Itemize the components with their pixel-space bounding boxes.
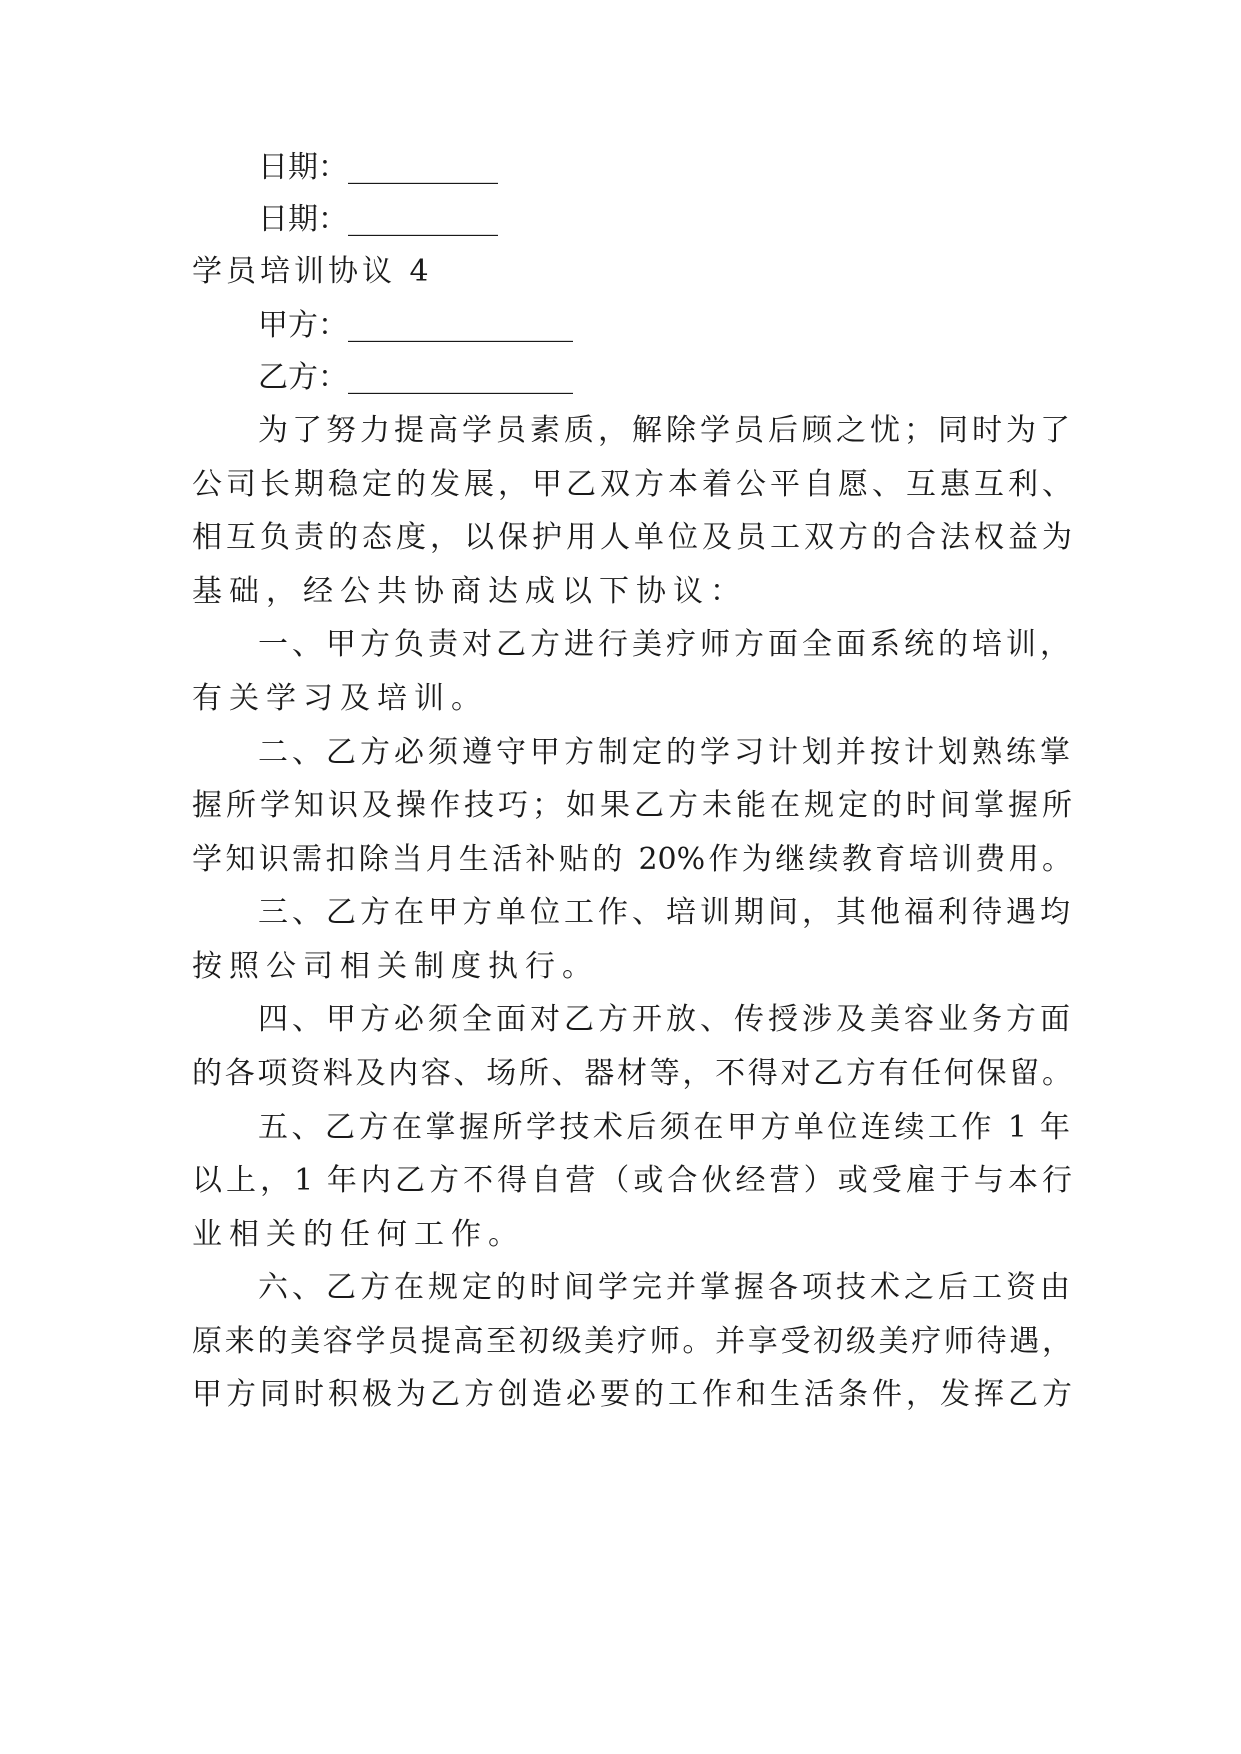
clause-5-line: 五、乙方在掌握所学技术后须在甲方单位连续工作 1 年 (258, 1110, 1070, 1145)
clause-2-line: 学知识需扣除当月生活补贴的 20%作为继续教育培训费用。 (192, 842, 1072, 877)
clause-2-line: 二、乙方必须遵守甲方制定的学习计划并按计划熟练掌 (258, 735, 1070, 770)
paragraph-line: 基础，经公共协商达成以下协议： (192, 574, 747, 609)
clause-3-line: 三、乙方在甲方单位工作、培训期间，其他福利待遇均 (258, 895, 1070, 930)
clause-4-line: 的各项资料及内容、场所、器材等，不得对乙方有任何保留。 (192, 1056, 1072, 1091)
paragraph-line: 公司长期稳定的发展，甲乙双方本着公平自愿、互惠互利、 (192, 467, 1072, 502)
clause-3-line: 按照公司相关制度执行。 (192, 949, 599, 984)
clause-2-line: 握所学知识及操作技巧；如果乙方未能在规定的时间掌握所 (192, 788, 1072, 823)
date-line-2: 日期：__________ (258, 202, 498, 237)
clause-1-line: 有关学习及培训。 (192, 681, 488, 716)
paragraph-line: 相互负责的态度，以保护用人单位及员工双方的合法权益为 (192, 520, 1072, 555)
party-a-line: 甲方：_______________ (258, 308, 573, 343)
clause-6-line: 甲方同时积极为乙方创造必要的工作和生活条件，发挥乙方 (192, 1377, 1072, 1412)
clause-5-line: 业相关的任何工作。 (192, 1217, 525, 1252)
clause-6-line: 六、乙方在规定的时间学完并掌握各项技术之后工资由 (258, 1270, 1070, 1305)
clause-4-line: 四、甲方必须全面对乙方开放、传授涉及美容业务方面 (258, 1002, 1070, 1037)
party-b-line: 乙方：_______________ (258, 360, 573, 395)
clause-6-line: 原来的美容学员提高至初级美疗师。并享受初级美疗师待遇， (192, 1324, 1072, 1359)
paragraph-line: 为了努力提高学员素质，解除学员后顾之忧；同时为了 (258, 413, 1070, 448)
date-line-1: 日期：__________ (258, 150, 498, 185)
clause-5-line: 以上，1 年内乙方不得自营（或合伙经营）或受雇于与本行 (192, 1163, 1072, 1198)
document-title: 学员培训协议 4 (192, 254, 433, 289)
clause-1-line: 一、甲方负责对乙方进行美疗师方面全面系统的培训， (258, 627, 1070, 662)
